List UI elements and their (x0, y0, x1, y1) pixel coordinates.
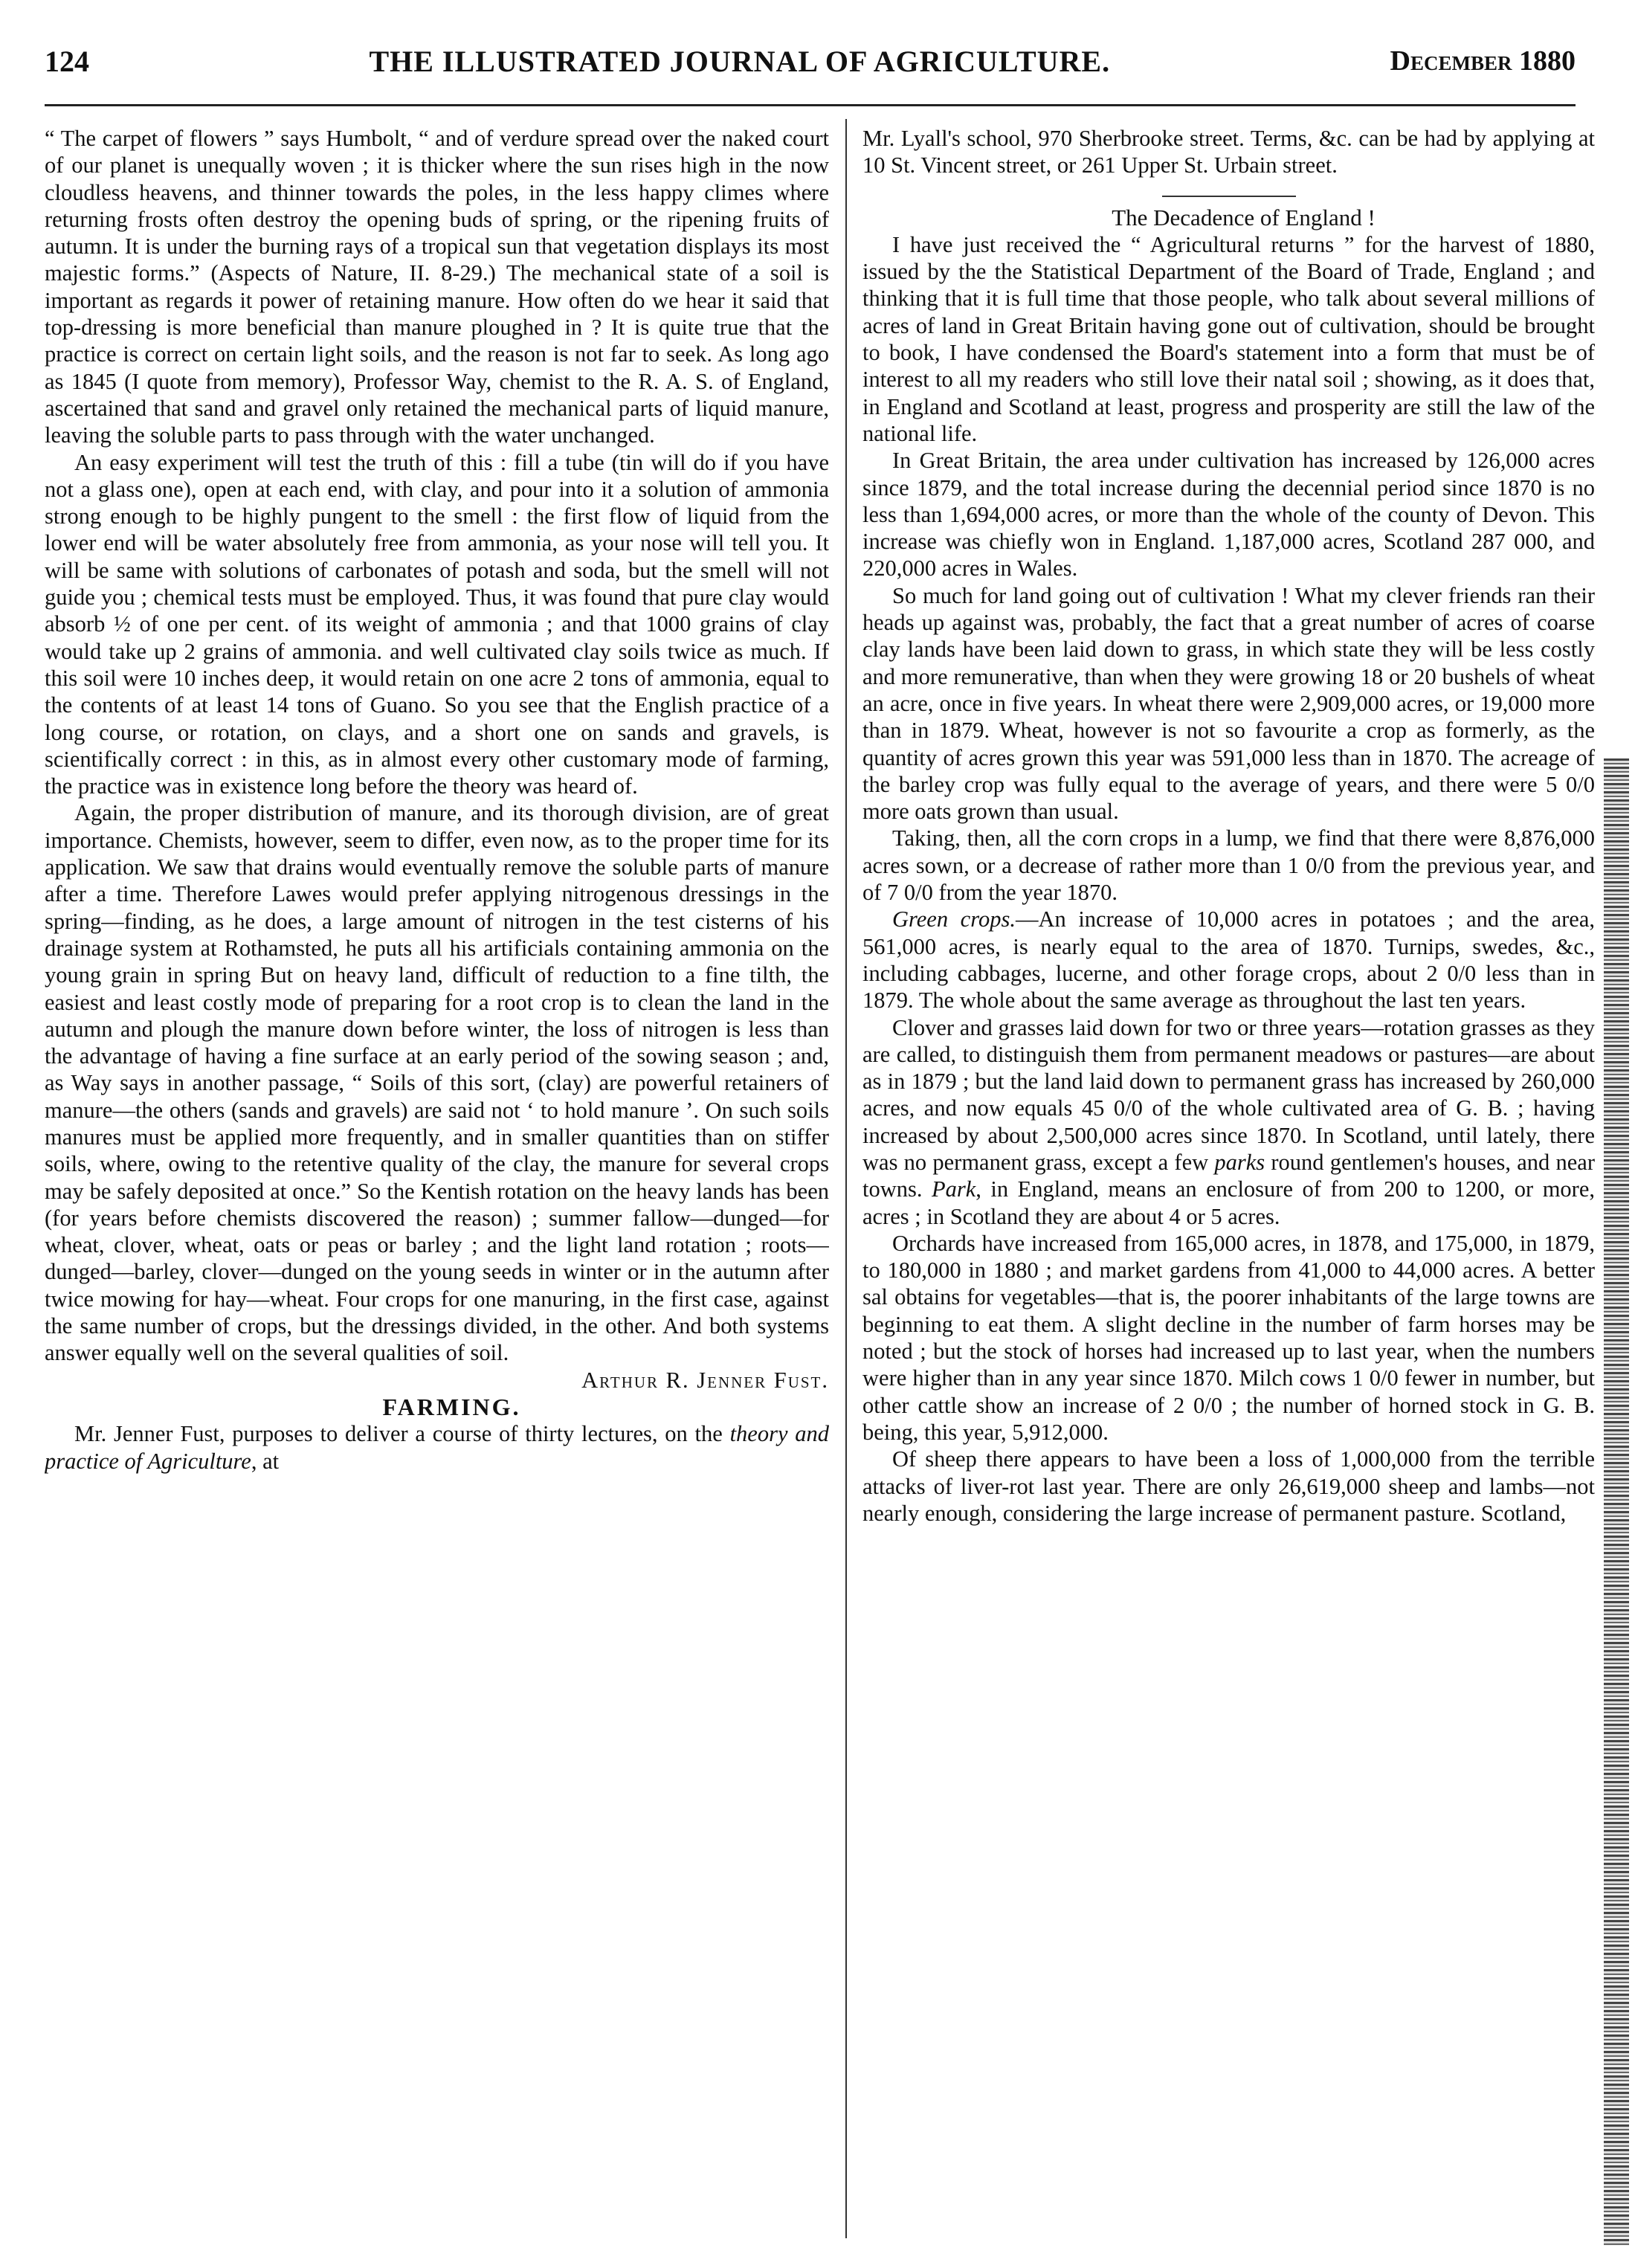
author-signature: Arthur R. Jenner Fust. (581, 1367, 829, 1393)
green-crops-text: —An increase of 10,000 acres in potatoes ; and the area, 561,000 acres, is nearly equal to the area of 1870. Turnips, swedes, &c., including cabbages, lucerne, and other forage crops, about 2 0/0 less than in 1879. The whole about the same average as throughout the last ten years. (862, 906, 1595, 1014)
farming-heading: FARMING. (382, 1393, 521, 1420)
paragraph-wheat: So much for land going out of cultivation ! What my clever friends ran their heads up against was, probably, the fact that a great number of acres of coarse clay lands have been laid down to grass, in which state they will be less costly and more remunerative, than when they were growing 18 or 20 bushels of wheat an acre, once in five years. In wheat there were 2,909,000 acres, or 19,000 more than in 1879. Wheat, however is not so favourite a crop as formerly, as the quantity of acres grown this year was 591,000 less than in 1870. The acreage of the barley crop was fully equal to the average of years, and there were 5 0/0 more oats grown than usual. (862, 582, 1595, 825)
paragraph-corn-crops: Taking, then, all the corn crops in a lump, we find that there were 8,876,000 acres sown, or a decrease of rather more than 1 0/0 from the previous year, and of 7 0/0 from the year 1870. (862, 825, 1595, 906)
header-rule (45, 104, 1576, 106)
journal-title: THE ILLUSTRATED JOURNAL OF AGRICULTURE. (369, 44, 1111, 78)
clover-italic-parks: parks (1214, 1149, 1265, 1175)
issue-date: December 1880 (1390, 45, 1576, 77)
paragraph-clover (862, 1014, 1595, 1230)
paragraph-sheep: Of sheep there appears to have been a loss of 1,000,000 from the terrible attacks of liver-rot last year. There are only 26,619,000 sheep and lambs—not nearly enough, considering the large increase of permanent pasture. Scotland, (862, 1446, 1595, 1526)
page-header (45, 31, 1576, 91)
paragraph-distribution: Again, the proper distribution of manure, and its thorough division, are of great importance. Chemists, however, seem to differ, even now, as to the proper time for its application. We saw that drains would eventually remove the soluble parts of manure after a time. Therefore Lawes would prefer applying nitrogenous dressings in the spring—finding, as he does, a large amount of nitrogen in the test cisterns of his drainage system at Rothamsted, he puts all his artificials containing ammonia on the young grain in spring But on heavy land, difficult of reduction to a fine tilth, the easiest and least costly mode of preparing for a root crop is to clean the land in the autumn and plough the manure down before winter, the loss of nitrogen is less than the advantage of having a fine surface at an early period of the sowing season ; and, as Way says in another passage, “ Soils of this sort, (clay) are powerful retainers of manure—the others (sands and gravels) are said not ‘ to hold manure ’. On such soils manures must be applied more frequently, and in smaller quantities than on stiffer soils, where, owing to the retentive quality of the clay, the manure for several crops may be safely deposited at once.” So the Kentish rotation on the heavy lands has been (for years before chemists discovered the reason) ; summer fallow—dunged—for wheat, clover, wheat, oats or peas or barley ; and the light land rotation ; roots—dunged—barley, clover—dunged on the young seeds in winter or in the autumn after twice mowing for hay—wheat. Four crops for one manuring, in the first case, against the same number of crops, but the dressings divided, in the other. And both systems answer equally well on the several qualities of soil. (45, 800, 829, 1366)
paragraph-orchards: Orchards have increased from 165,000 acres, in 1878, and 175,000, in 1879, to 180,000 in 1880 ; and market gardens from 41,000 to 44,000 acres. A better sal obtains for vegetables—that is, the poorer inhabitants of the large towns are beginning to eat them. A slight decline in the number of farm horses may be noted ; but the stock of horses had increased up to last year, when the numbers were higher than in any year since 1870. Milch cows 1 0/0 fewer in number, but other cattle show an increase of 2 0/0 ; the number of horned stock in G. B. being, this year, 5,912,000. (862, 1230, 1595, 1445)
right-column (862, 125, 1595, 2238)
paragraph-green-crops (862, 906, 1595, 1014)
article-title: The Decadence of England ! (1112, 204, 1376, 231)
scan-edge-strip (1604, 758, 1629, 2246)
farming-text-start: Mr. Jenner Fust, purposes to deliver a course of thirty lectures, on the (74, 1421, 730, 1447)
clover-text-1: Clover and grasses laid down for two or three years—rotation grasses as they are called, to distinguish them from permanent meadows or pastures—are about as in 1879 ; but the land laid down to permanent grass has increased by 260,000 acres, and now equals 45 0/0 of the whole cultivated area of G. B. ; having increased by about 2,500,000 acres since 1870. In Scotland, until lately, there was no permanent grass, except a few (862, 1014, 1595, 1175)
farming-text-italic: theory and practice of Agriculture (45, 1421, 829, 1474)
paragraph-experiment: An easy experiment will test the truth of this : fill a tube (tin will do if you have not a glass one), open at each end, with clay, and pour into it a solution of ammonia strong enough to be highly pungent to the smell : the first flow of liquid from the lower end will be water absolutely free from ammonia, as your nose will tell you. It will be same with solutions of carbonates of potash and soda, but the smell will not guide you ; chemical tests must be employed. Thus, it was found that pure clay would absorb ½ of one per cent. of its weight of ammonia ; and that 1000 grains of clay would take up 2 grains of ammonia. and well cultivated clay soils twice as much. If this soil were 10 inches deep, it would retain on one acre 2 tons of ammonia, equal to the contents of at least 14 tons of Guano. So you see that the English practice of a long course, or rotation, on clays, and a short one on sands and gravels, is scientifically correct : in this, as in almost every other customary mode of farming, the practice was in existence long before the theory was heard of. (45, 449, 829, 799)
paragraph-area-increase: In Great Britain, the area under cultivation has increased by 126,000 acres since 1879, and the total increase during the decennial period since 1870 is no less than 1,694,000 acres, or more than the whole of the county of Devon. This increase was chiefly won in England. 1,187,000 acres, Scotland 287 000, and 220,000 acres in Wales. (862, 448, 1595, 582)
page-number: 124 (45, 44, 89, 78)
clover-text-2: round gentlemen's houses, and near towns. (862, 1149, 1595, 1202)
paragraph-humbolt: “ The carpet of flowers ” says Humbolt, “ and of verdure spread over the naked court of our planet is unequally woven ; it is thicker where the sun rises high in the now cloudless heavens, and thinner towards the poles, in the less happy climes where returning frosts often destroy the opening buds of spring, or the ripening fruits of autumn. It is under the burning rays of a tropical sun that vegetation displays its most majestic forms.” (Aspects of Nature, II. 8-29.) The mechanical state of a soil is important as regards it power of retaining manure. How often do we hear it said that top-dressing is more beneficial than manure ploughed in ? It is quite true that the practice is correct on certain light soils, and the reason is not far to seek. As long ago as 1845 (I quote from memory), Professor Way, chemist to the R. A. S. of England, ascertained that sand and gravel only retained the mechanical parts of liquid manure, leaving the soluble parts to pass through with the water unchanged. (45, 126, 829, 448)
column-divider (845, 119, 847, 2238)
left-column (45, 125, 829, 2238)
clover-text-3: , in England, means an enclosure of from 200 to 1200, or more, acres ; in Scotland they are about 4 or 5 acres. (862, 1176, 1595, 1229)
farming-text-end: , at (251, 1448, 280, 1474)
paragraph-school-continued: Mr. Lyall's school, 970 Sherbrooke street. Terms, &c. can be had by applying at 10 St. Vincent street, or 261 Upper St. Urbain street. (862, 126, 1595, 178)
paragraph-returns: I have just received the “ Agricultural returns ” for the harvest of 1880, issued by the the Statistical Department of the Board of Trade, England ; and thinking that it is full time that those people, who talk about several millions of acres of land in Great Britain having gone out of cultivation, should be brought to book, I have condensed the Board's statement into a form that must be of interest to all my readers who still love their natal soil ; showing, as it does that, in England and Scotland at least, progress and prosperity are still the law of the national life. (862, 231, 1595, 446)
paragraph-farming (45, 1420, 829, 1475)
clover-italic-park: Park (932, 1176, 976, 1202)
article-separator-rule (1162, 196, 1296, 197)
green-crops-label: Green crops. (892, 906, 1016, 932)
